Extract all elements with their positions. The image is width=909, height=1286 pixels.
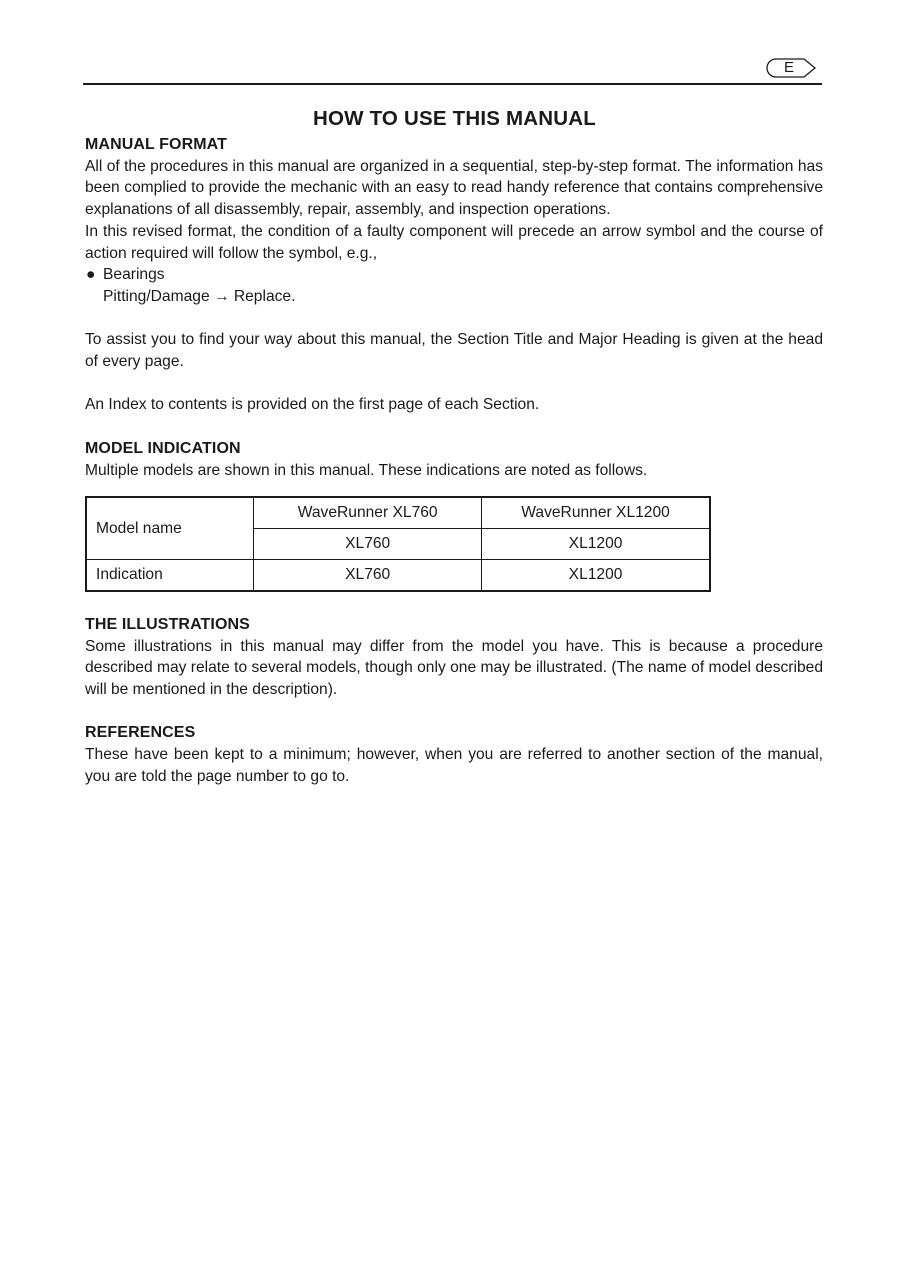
indication-cell: XL760 (254, 560, 482, 592)
section-heading-illustrations: THE ILLUSTRATIONS (85, 615, 250, 633)
model-table (85, 496, 711, 592)
illustrations-paragraph: Some illustrations in this manual may differ from the model you have. This is because a procedure described may relate to several models, though only one may be illustrated. (The name of model described will be mentioned in the description). (85, 637, 823, 698)
bullet-detail: Pitting/Damage → Replace. (103, 287, 296, 305)
language-badge-text: E (783, 59, 794, 76)
bullet-item (85, 264, 823, 286)
model-name-label-cell: Model name (86, 497, 254, 560)
language-badge (766, 58, 816, 78)
section-heading-references: REFERENCES (85, 724, 196, 742)
header-rule (83, 83, 822, 85)
model-name-cell: WaveRunner XL1200 (482, 497, 710, 529)
indication-cell: XL1200 (482, 560, 710, 592)
table-row (86, 497, 710, 529)
model-name-cell: WaveRunner XL760 (254, 497, 482, 529)
table-row (86, 560, 710, 592)
indication-label-cell: Indication (86, 560, 254, 592)
bullet-icon: ● (86, 266, 96, 284)
model-code-cell: XL1200 (482, 529, 710, 560)
page-title: HOW TO USE THIS MANUAL (312, 107, 597, 130)
model-indication-intro: Multiple models are shown in this manual. These indications are noted as follows. (85, 461, 648, 479)
manual-format-paragraph-2: In this revised format, the condition of a faulty component will precede an arrow symbol and the course of action required will follow the symbol, e.g., (85, 222, 823, 262)
manual-format-paragraph-3: To assist you to find your way about this manual, the Section Title and Major Heading is given at the head of every page. (85, 331, 823, 371)
section-heading-manual-format: MANUAL FORMAT (85, 136, 228, 153)
manual-format-paragraph-1: All of the procedures in this manual are organized in a sequential, step-by-step format. The information has been complied to provide the mechanic with an easy to read handy reference that contains comprehensive explanations of all disassembly, repair, assembly, and inspection operations. (85, 157, 823, 219)
bullet-item-text: Bearings (103, 266, 165, 284)
model-code-cell: XL760 (254, 529, 482, 560)
references-paragraph: These have been kept to a minimum; however, when you are referred to another section of the manual, you are told the page number to go to. (85, 746, 823, 785)
manual-format-paragraph-4: An Index to contents is provided on the first page of each Section. (85, 396, 540, 414)
section-heading-model-indication: MODEL INDICATION (85, 439, 241, 457)
page-content (85, 134, 823, 788)
